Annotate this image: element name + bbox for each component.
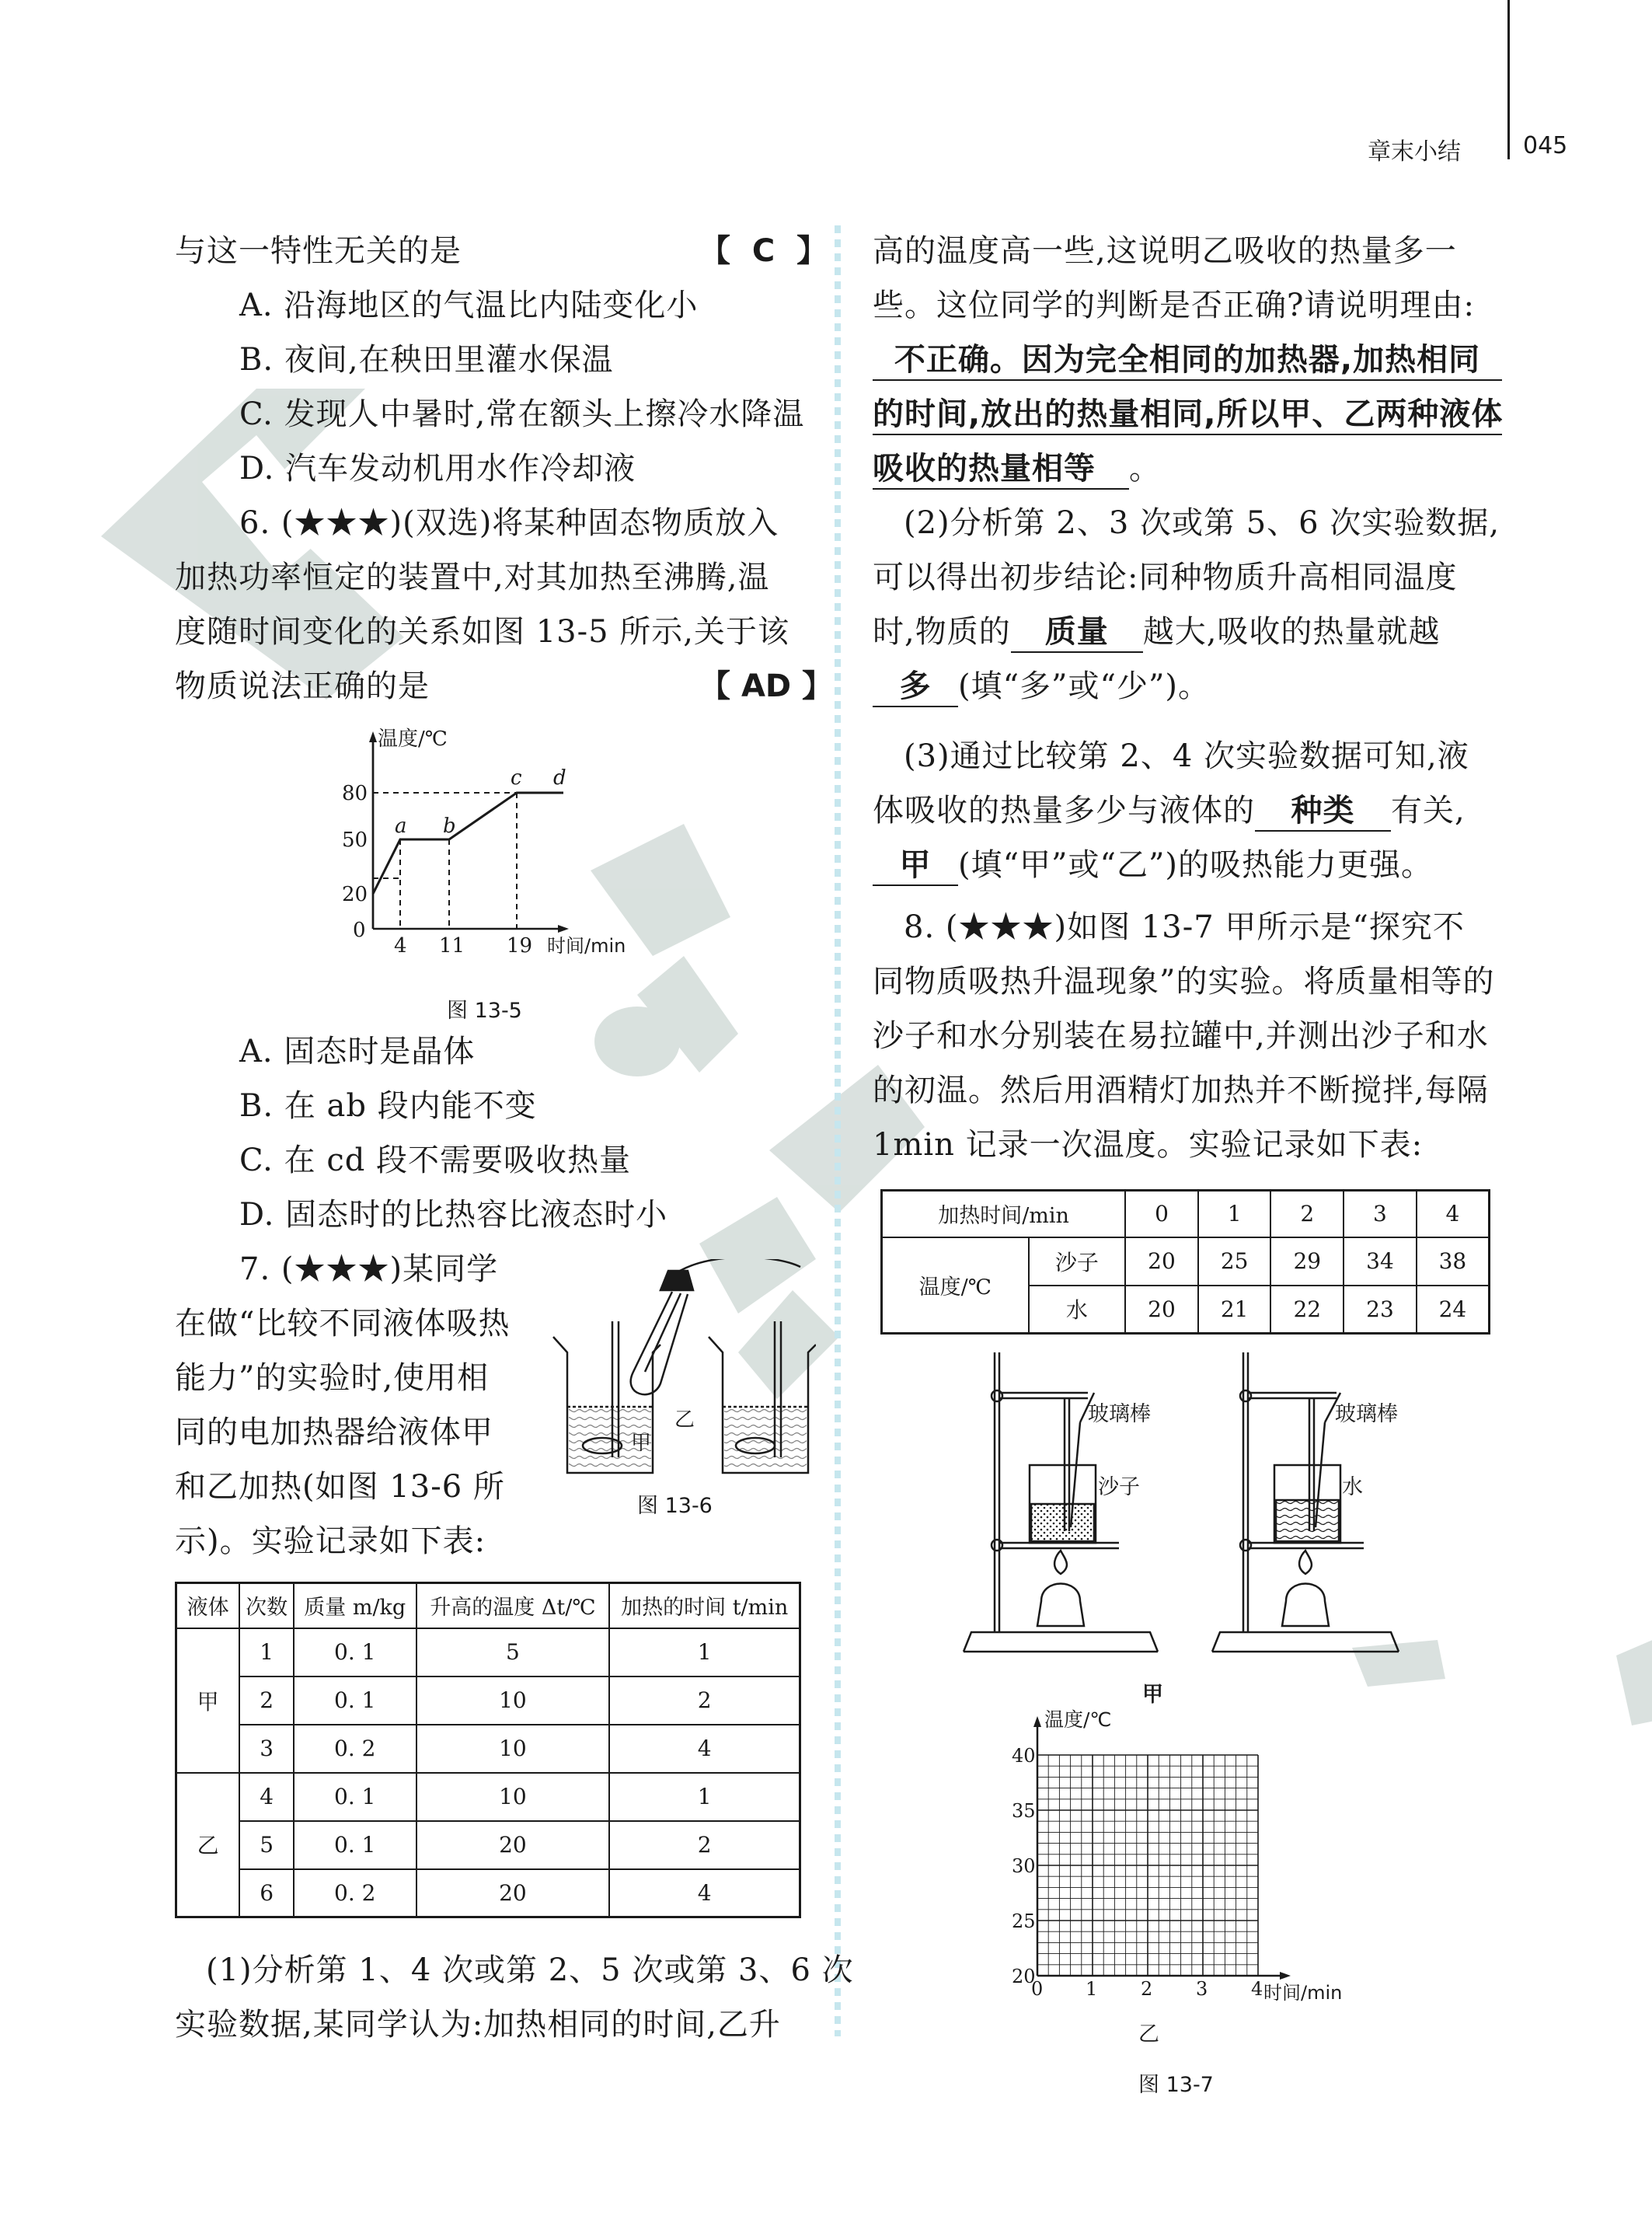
table-q7 (175, 1582, 801, 1918)
answer-7-1-blank-3: 吸收的热量相等 (873, 449, 1129, 490)
figure-13-7-b (1002, 1698, 1391, 2009)
fig137b-ytick-40: 40 (1012, 1745, 1036, 1767)
q8-line-1: 8. (★★★)如图 13-7 甲所示是“探究不 (904, 909, 1465, 945)
q5-option-c: C. 发现人中暑时,常在额头上擦冷水降温 (239, 396, 805, 432)
table-q8-time-label: 加热时间/min (882, 1191, 1126, 1237)
q5-answer: C (751, 233, 775, 269)
q6-option-a: A. 固态时是晶体 (239, 1034, 476, 1069)
fig135-caption: 图 13-5 (447, 999, 522, 1023)
answer-7-1-line-1 (873, 339, 1502, 381)
fig137b-sub: 乙 (1138, 2022, 1159, 2046)
fig137b-xtick-4: 4 (1251, 1978, 1263, 2000)
fig137a-rod-label-2: 玻璃棒 (1335, 1402, 1398, 1426)
table-cell: 10 (416, 1773, 610, 1821)
table-q8 (880, 1189, 1490, 1335)
fig137b-ytick-30: 30 (1012, 1855, 1036, 1877)
table-q7-liquid: 甲 (176, 1628, 240, 1773)
q5-option-a: A. 沿海地区的气温比内陆变化小 (239, 288, 699, 323)
table-cell: 0. 1 (294, 1628, 416, 1676)
q7-3-pre: 体吸收的热量多少与液体的 (873, 793, 1255, 829)
q7-line-4: 同的电加热器给液体甲 (175, 1415, 493, 1450)
q7-2-post: 越大,吸收的热量就越 (1142, 614, 1441, 650)
q7-3-line-1: (3)通过比较第 2、4 次实验数据可知,液 (904, 738, 1469, 774)
q7-3-line-2 (873, 790, 1466, 832)
q7-3-blank-1: 种类 (1255, 791, 1391, 832)
q6-option-b: B. 在 ab 段内能不变 (239, 1088, 537, 1124)
fig135-ytick-50: 50 (342, 829, 368, 852)
table-cell: 4 (1417, 1191, 1490, 1237)
answer-7-1-line-2 (873, 393, 1502, 435)
q5-tail: 与这一特性无关的是 (175, 233, 462, 269)
fig135-xtick-19: 19 (507, 934, 533, 958)
q5-option-d: D. 汽车发动机用水作冷却液 (239, 451, 636, 487)
table-cell: 29 (1270, 1237, 1344, 1286)
fig135-ylabel: 温度/℃ (378, 727, 448, 751)
fig137b-ylabel: 温度/℃ (1044, 1708, 1112, 1731)
fig135-xlabel: 时间/min (547, 935, 626, 957)
table-cell: 23 (1344, 1286, 1417, 1334)
q7-2-line-2: 可以得出初步结论:同种物质升高相同温度 (873, 560, 1458, 595)
q8-line-4: 的初温。然后用酒精灯加热并不断搅拌,每隔 (873, 1073, 1489, 1108)
table-cell: 10 (416, 1676, 610, 1725)
table-cell: 21 (1198, 1286, 1271, 1334)
fig137a-rod-label-1: 玻璃棒 (1088, 1402, 1151, 1426)
table-row (176, 1869, 800, 1917)
table-cell: 3 (1344, 1191, 1417, 1237)
page-number: 045 (1523, 132, 1568, 159)
q7-line-6: 示)。实验记录如下表: (175, 1523, 486, 1559)
fig135-point-d: d (553, 766, 566, 790)
table-cell: 0. 1 (294, 1676, 416, 1725)
q5-answer-bracket: 【 C 】 (699, 233, 828, 269)
fig135-xtick-11: 11 (439, 934, 465, 958)
table-q8-header (882, 1191, 1490, 1237)
fig137b-ytick-20: 20 (1012, 1966, 1036, 1987)
q7-line-5: 和乙加热(如图 13-6 所 (175, 1469, 505, 1505)
q6-line-2: 加热功率恒定的装置中,对其加热至沸腾,温 (175, 560, 770, 595)
table-cell: 20 (1125, 1237, 1198, 1286)
fig135-ytick-0: 0 (353, 919, 366, 942)
fig137b-xlabel: 时间/min (1263, 1982, 1343, 2004)
header-divider (1507, 0, 1510, 159)
r-line-1: 高的温度高一些,这说明乙吸收的热量多一 (873, 233, 1457, 269)
table-cell: 水 (1029, 1286, 1125, 1334)
table-cell: 34 (1344, 1237, 1417, 1286)
fig137b-xtick-2: 2 (1141, 1978, 1153, 2000)
r-line-2: 些。这位同学的判断是否正确?请说明理由: (873, 288, 1475, 323)
q6-option-c: C. 在 cd 段不需要吸收热量 (239, 1143, 632, 1178)
q7-2-line-1: (2)分析第 2、3 次或第 5、6 次实验数据, (904, 505, 1500, 541)
table-row (176, 1821, 800, 1869)
q7-line-2: 在做“比较不同液体吸热 (175, 1306, 511, 1342)
fig137b-y-arrow (1033, 1716, 1041, 1727)
table-q7-liquid: 乙 (176, 1773, 240, 1917)
table-q7-header-cell: 液体 (176, 1583, 240, 1628)
table-row (176, 1773, 800, 1821)
fig135-point-b: b (443, 815, 456, 838)
column-divider (830, 225, 845, 2036)
answer-7-1-blank-1: 不正确。因为完全相同的加热器,加热相同 (873, 340, 1502, 381)
table-cell: 3 (239, 1725, 294, 1773)
table-cell: 22 (1270, 1286, 1344, 1334)
table-cell: 20 (416, 1821, 610, 1869)
table-cell: 1 (239, 1628, 294, 1676)
figure-13-5 (326, 727, 653, 968)
table-cell: 4 (239, 1773, 294, 1821)
table-cell: 5 (416, 1628, 610, 1676)
q6-line-3: 度随时间变化的关系如图 13-5 所示,关于该 (175, 614, 790, 650)
q6-line-4: 物质说法正确的是 (175, 668, 430, 704)
fig137b-xtick-3: 3 (1196, 1978, 1208, 2000)
fig137a-sand-label: 沙子 (1098, 1475, 1140, 1499)
table-q7-header-cell: 质量 m/kg (294, 1583, 416, 1628)
table-cell: 20 (1125, 1286, 1198, 1334)
table-cell: 2 (609, 1821, 800, 1869)
table-cell: 0 (1125, 1191, 1198, 1237)
table-q7-header-cell: 次数 (239, 1583, 294, 1628)
apparatus-water (1212, 1352, 1399, 1652)
fig135-point-a: a (395, 815, 407, 838)
q7-2-line-3 (873, 611, 1440, 653)
q5-option-b: B. 夜间,在秧田里灌水保温 (239, 342, 614, 378)
fig137b-x-arrow (1280, 1972, 1291, 1980)
table-cell: 2 (239, 1676, 294, 1725)
q7-2-blank-2: 多 (873, 667, 958, 707)
fig135-ytick-80: 80 (342, 782, 368, 805)
table-cell: 24 (1417, 1286, 1490, 1334)
q7-2-line-4 (873, 665, 1210, 707)
table-row (882, 1237, 1490, 1286)
table-cell: 沙子 (1029, 1237, 1125, 1286)
fig137b-xtick-1: 1 (1086, 1978, 1098, 2000)
q8-line-5: 1min 记录一次温度。实验记录如下表: (873, 1127, 1424, 1163)
table-cell: 10 (416, 1725, 610, 1773)
table-cell: 1 (609, 1628, 800, 1676)
fig137b-ytick-25: 25 (1012, 1910, 1036, 1932)
fig135-ytick-20: 20 (342, 883, 368, 906)
q7-3-blank-2: 甲 (873, 846, 958, 886)
table-cell: 4 (609, 1725, 800, 1773)
table-cell: 1 (609, 1773, 800, 1821)
q6-line-1: 6. (★★★)(双选)将某种固态物质放入 (239, 505, 779, 541)
table-cell: 4 (609, 1869, 800, 1917)
fig137b-xtick-0: 0 (1031, 1978, 1044, 2000)
table-q7-header-cell: 升高的温度 Δt/℃ (416, 1583, 610, 1628)
header-section: 章末小结 (1368, 138, 1461, 166)
table-cell: 2 (609, 1676, 800, 1725)
q7-3-tail: (填“甲”或“乙”)的吸热能力更强。 (958, 847, 1434, 883)
fig137b-ytick-35: 35 (1012, 1800, 1036, 1822)
q6-answer: AD (741, 668, 792, 704)
q8-line-3: 沙子和水分别装在易拉罐中,并测出沙子和水 (873, 1018, 1489, 1054)
q8-line-2: 同物质吸热升温现象”的实验。将质量相等的 (873, 964, 1495, 1000)
table-row (176, 1725, 800, 1773)
answer-7-1-line-3 (873, 448, 1161, 490)
fig137-caption: 图 13-7 (1138, 2073, 1214, 2097)
table-cell: 2 (1270, 1191, 1344, 1237)
fig137a-water-label: 水 (1342, 1475, 1363, 1499)
q6-option-d: D. 固态时的比热容比液态时小 (239, 1197, 668, 1233)
q7-line-1: 7. (★★★)某同学 (239, 1251, 499, 1287)
q7-2-tail: (填“多”或“少”)。 (958, 668, 1211, 704)
q7-2-blank-1: 质量 (1011, 612, 1143, 653)
fig137a-sub: 甲 (1142, 1683, 1163, 1707)
figure-13-6 (544, 1259, 816, 1485)
fig136-label-a: 甲 (631, 1432, 652, 1455)
q7-1-line-1: (1)分析第 1、4 次或第 2、5 次或第 3、6 次 (206, 1952, 854, 1988)
apparatus-sand (964, 1352, 1158, 1652)
answer-7-1-blank-2: 的时间,放出的热量相同,所以甲、乙两种液体 (873, 395, 1502, 435)
table-cell: 1 (1198, 1191, 1271, 1237)
q7-line-3: 能力”的实验时,使用相 (175, 1360, 490, 1396)
fig137b-axes (1037, 1724, 1281, 1976)
table-cell: 20 (416, 1869, 610, 1917)
figure-13-7-a (956, 1345, 1652, 1671)
fig135-xtick-4: 4 (394, 934, 407, 958)
table-q7-header-cell: 加热的时间 t/min (609, 1583, 800, 1628)
table-cell: 6 (239, 1869, 294, 1917)
table-cell: 0. 1 (294, 1773, 416, 1821)
table-cell: 25 (1198, 1237, 1271, 1286)
table-cell: 38 (1417, 1237, 1490, 1286)
table-row (176, 1676, 800, 1725)
table-q8-temp-label: 温度/℃ (882, 1237, 1029, 1334)
q7-3-post: 有关, (1391, 793, 1466, 829)
answer-7-1-end: 。 (1129, 451, 1161, 487)
table-cell: 5 (239, 1821, 294, 1869)
table-row (176, 1628, 800, 1676)
table-cell: 0. 1 (294, 1821, 416, 1869)
fig137b-grid (1033, 1716, 1291, 1980)
table-q7-header (176, 1583, 800, 1628)
table-cell: 0. 2 (294, 1725, 416, 1773)
q6-answer-bracket: 【 AD 】 (699, 668, 834, 704)
fig136-label-b: 乙 (674, 1408, 695, 1432)
q7-2-pre: 时,物质的 (873, 614, 1011, 650)
fig135-point-c: c (511, 766, 522, 790)
q7-1-line-2: 实验数据,某同学认为:加热相同的时间,乙升 (175, 2007, 781, 2043)
fig136-caption: 图 13-6 (637, 1494, 713, 1518)
table-cell: 0. 2 (294, 1869, 416, 1917)
q7-3-line-3 (873, 844, 1433, 886)
